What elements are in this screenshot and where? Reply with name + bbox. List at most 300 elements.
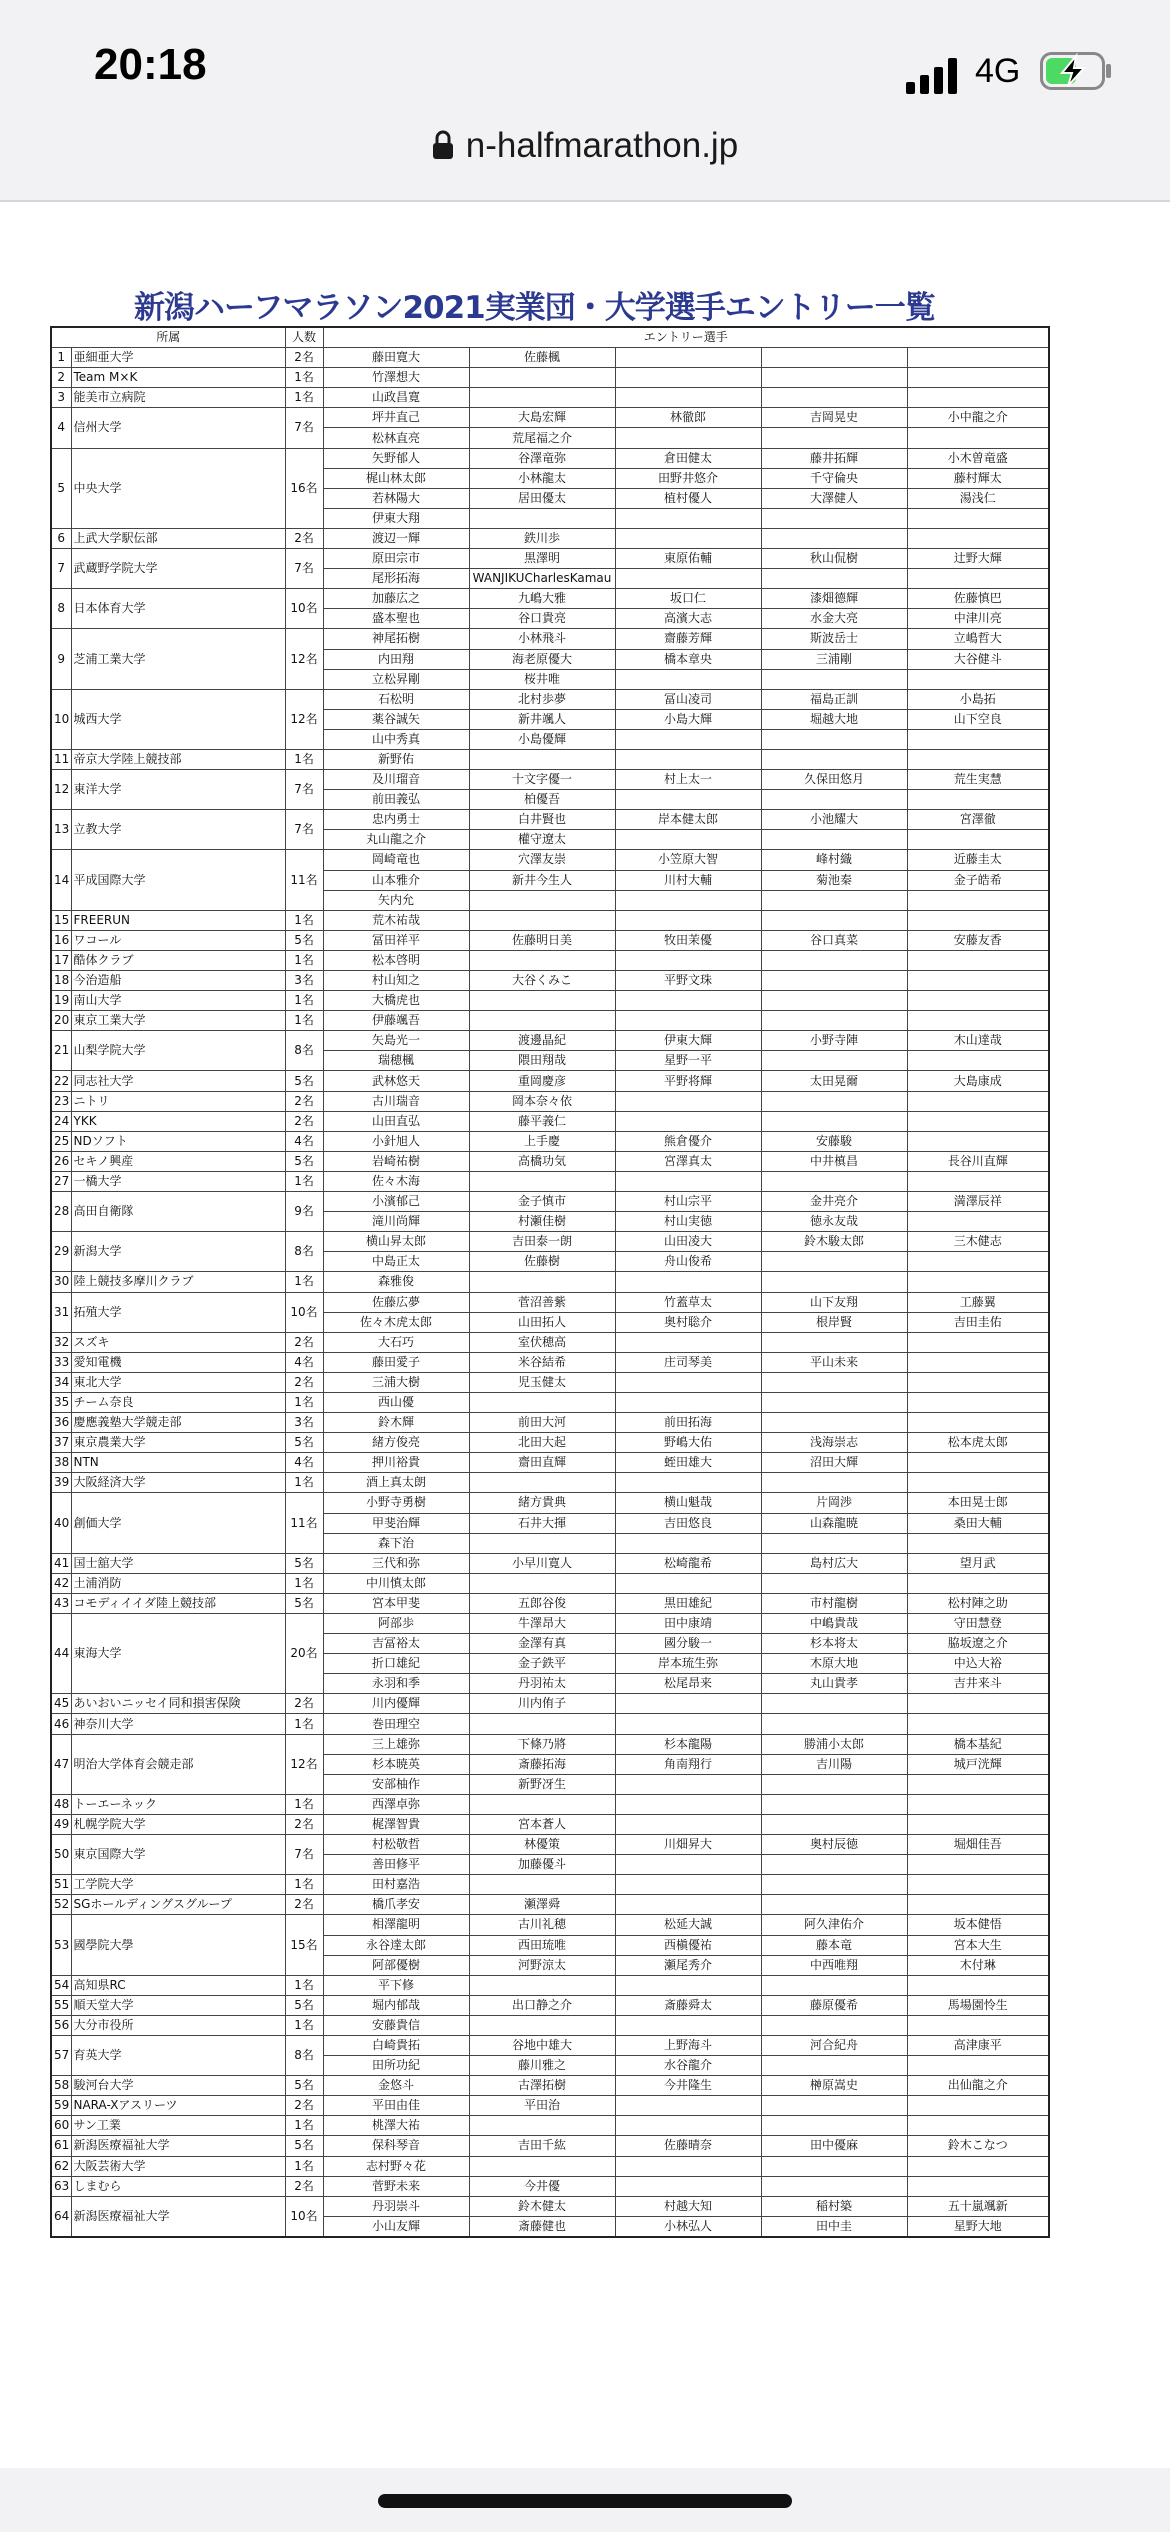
team-name: 能美市立病院 — [71, 388, 285, 408]
team-name: 東京国際大学 — [71, 1835, 285, 1875]
athlete-name: 前田拓海 — [615, 1413, 761, 1433]
athlete-name — [469, 2015, 615, 2035]
athlete-name: 佐藤樹 — [469, 1252, 615, 1272]
athlete-name: 三上雄弥 — [323, 1734, 469, 1754]
athlete-name: 鈴木健太 — [469, 2196, 615, 2216]
athlete-name: 植村優人 — [615, 488, 761, 508]
athlete-name — [907, 1975, 1049, 1995]
athlete-name — [907, 991, 1049, 1011]
team-name: 武蔵野学院大学 — [71, 549, 285, 589]
team-name: 新潟大学 — [71, 1232, 285, 1272]
team-count: 5名 — [285, 1433, 323, 1453]
team-number: 49 — [51, 1814, 71, 1834]
team-number: 17 — [51, 950, 71, 970]
athlete-name — [907, 1051, 1049, 1071]
athlete-name — [761, 1714, 907, 1734]
athlete-name: 瀬尾秀介 — [615, 1955, 761, 1975]
table-row — [51, 1433, 1049, 1453]
table-row — [51, 528, 1049, 548]
team-number: 31 — [51, 1292, 71, 1332]
athlete-name — [761, 1975, 907, 1995]
athlete-name — [907, 1875, 1049, 1895]
athlete-name: 竹蓋草太 — [615, 1292, 761, 1312]
table-row — [51, 368, 1049, 388]
athlete-name — [907, 2116, 1049, 2136]
athlete-name: 大澤健人 — [761, 488, 907, 508]
athlete-name — [615, 2156, 761, 2176]
team-number: 29 — [51, 1232, 71, 1272]
athlete-name: 杉本暁英 — [323, 1754, 469, 1774]
athlete-name — [907, 1372, 1049, 1392]
athlete-name — [907, 508, 1049, 528]
table-row — [51, 1171, 1049, 1191]
team-number: 28 — [51, 1192, 71, 1232]
athlete-name: 松延大誠 — [615, 1915, 761, 1935]
table-row — [51, 2015, 1049, 2035]
athlete-name — [761, 1332, 907, 1352]
athlete-name — [615, 729, 761, 749]
athlete-name: 金子皓希 — [907, 870, 1049, 890]
team-count: 5名 — [285, 1151, 323, 1171]
athlete-name: 三浦剛 — [761, 649, 907, 669]
athlete-name — [907, 1171, 1049, 1191]
athlete-name: 黒田雄紀 — [615, 1593, 761, 1613]
athlete-name — [469, 1272, 615, 1292]
athlete-name: 脇坂遼之介 — [907, 1634, 1049, 1654]
table-row — [51, 1573, 1049, 1593]
athlete-name — [469, 388, 615, 408]
athlete-name: 桃澤大祐 — [323, 2116, 469, 2136]
team-name: YKK — [71, 1111, 285, 1131]
athlete-name: 斯波岳士 — [761, 629, 907, 649]
athlete-name: 原田宗市 — [323, 549, 469, 569]
athlete-name — [761, 991, 907, 1011]
athlete-name: 九嶋大雅 — [469, 589, 615, 609]
athlete-name: 佐々木海 — [323, 1171, 469, 1191]
team-count: 2名 — [285, 2176, 323, 2196]
athlete-name — [615, 2096, 761, 2116]
athlete-name: 小早川寛人 — [469, 1553, 615, 1573]
team-count: 5名 — [285, 2076, 323, 2096]
athlete-name: 中込大裕 — [907, 1654, 1049, 1674]
athlete-name: 巻田理空 — [323, 1714, 469, 1734]
team-number: 24 — [51, 1111, 71, 1131]
athlete-name: 川内侑子 — [469, 1694, 615, 1714]
athlete-name: 小濱郁己 — [323, 1192, 469, 1212]
team-count: 4名 — [285, 1131, 323, 1151]
team-number: 2 — [51, 368, 71, 388]
athlete-name — [615, 890, 761, 910]
team-count: 5名 — [285, 930, 323, 950]
athlete-name: 古川礼穂 — [469, 1915, 615, 1935]
athlete-name — [761, 1533, 907, 1553]
athlete-name: 今井優 — [469, 2176, 615, 2196]
athlete-name: 大島宏輝 — [469, 408, 615, 428]
team-number: 51 — [51, 1875, 71, 1895]
athlete-name: 菅沼善紫 — [469, 1292, 615, 1312]
athlete-name — [469, 910, 615, 930]
team-count: 1名 — [285, 950, 323, 970]
athlete-name: 新井颯人 — [469, 709, 615, 729]
table-row — [51, 1392, 1049, 1412]
team-number: 23 — [51, 1091, 71, 1111]
athlete-name — [907, 1352, 1049, 1372]
table-row — [51, 1192, 1049, 1212]
team-count: 10名 — [285, 1292, 323, 1332]
table-row — [51, 1895, 1049, 1915]
athlete-name: 白井賢也 — [469, 810, 615, 830]
team-number: 55 — [51, 1995, 71, 2015]
team-count: 8名 — [285, 2035, 323, 2075]
athlete-name: 權守遼太 — [469, 830, 615, 850]
team-name: 亜細亜大学 — [71, 348, 285, 368]
athlete-name — [615, 1332, 761, 1352]
team-name: 帝京大学陸上競技部 — [71, 749, 285, 769]
athlete-name: 梶山林太郎 — [323, 468, 469, 488]
team-name: 神奈川大学 — [71, 1714, 285, 1734]
table-row — [51, 448, 1049, 468]
athlete-name — [761, 950, 907, 970]
athlete-name: 吉川陽 — [761, 1754, 907, 1774]
athlete-name — [615, 790, 761, 810]
athlete-name: 藤村輝太 — [907, 468, 1049, 488]
athlete-name: 森下治 — [323, 1533, 469, 1553]
athlete-name — [761, 1171, 907, 1191]
athlete-name: 河野涼太 — [469, 1955, 615, 1975]
athlete-name: 押川裕貴 — [323, 1453, 469, 1473]
team-name: 大阪経済大学 — [71, 1473, 285, 1493]
athlete-name — [615, 1774, 761, 1794]
team-number: 43 — [51, 1593, 71, 1613]
athlete-name: 菅野未来 — [323, 2176, 469, 2196]
team-number: 47 — [51, 1734, 71, 1794]
team-name: 今治造船 — [71, 971, 285, 991]
athlete-name: 松林直亮 — [323, 428, 469, 448]
athlete-name: 重岡慶彦 — [469, 1071, 615, 1091]
athlete-name — [615, 569, 761, 589]
athlete-name: 水金大亮 — [761, 609, 907, 629]
athlete-name: 鈴木こなつ — [907, 2136, 1049, 2156]
team-number: 18 — [51, 971, 71, 991]
athlete-name: 谷澤竜弥 — [469, 448, 615, 468]
athlete-name — [907, 790, 1049, 810]
athlete-name: 阿久津佑介 — [761, 1915, 907, 1935]
team-name: トーエーネック — [71, 1794, 285, 1814]
athlete-name: 小中龍之介 — [907, 408, 1049, 428]
team-count: 15名 — [285, 1915, 323, 1975]
table-row — [51, 2196, 1049, 2216]
team-name: 慶應義塾大学競走部 — [71, 1413, 285, 1433]
athlete-name — [907, 2176, 1049, 2196]
team-name: 育英大学 — [71, 2035, 285, 2075]
athlete-name: 藤田寛大 — [323, 348, 469, 368]
athlete-name: 松本虎太郎 — [907, 1433, 1049, 1453]
athlete-name: 小木曽竜盛 — [907, 448, 1049, 468]
team-number: 25 — [51, 1131, 71, 1151]
athlete-name — [907, 388, 1049, 408]
team-number: 48 — [51, 1794, 71, 1814]
athlete-name: 相澤龍明 — [323, 1915, 469, 1935]
athlete-name: 奥村聡介 — [615, 1312, 761, 1332]
athlete-name — [907, 1855, 1049, 1875]
athlete-name: 川畑昇大 — [615, 1835, 761, 1855]
table-row — [51, 1995, 1049, 2015]
athlete-name: 木山達哉 — [907, 1031, 1049, 1051]
athlete-name — [615, 428, 761, 448]
athlete-name: 工藤翼 — [907, 1292, 1049, 1312]
team-count: 1名 — [285, 1473, 323, 1493]
table-row — [51, 2076, 1049, 2096]
athlete-name: 金澤有真 — [469, 1634, 615, 1654]
athlete-name: 藤田愛子 — [323, 1352, 469, 1372]
athlete-name: 平田治 — [469, 2096, 615, 2116]
athlete-name: 児玉健太 — [469, 1372, 615, 1392]
athlete-name: 横山魁哉 — [615, 1493, 761, 1513]
team-number: 35 — [51, 1392, 71, 1412]
athlete-name: 保科琴音 — [323, 2136, 469, 2156]
athlete-name: 小林飛斗 — [469, 629, 615, 649]
table-row — [51, 930, 1049, 950]
athlete-name: 西槇優祐 — [615, 1935, 761, 1955]
athlete-name: 田中優麻 — [761, 2136, 907, 2156]
athlete-name: 村瀬佳樹 — [469, 1212, 615, 1232]
athlete-name — [761, 2056, 907, 2076]
athlete-name: WANJIKUCharlesKamau — [469, 569, 615, 589]
athlete-name — [615, 368, 761, 388]
athlete-name — [615, 2015, 761, 2035]
lock-icon — [432, 130, 454, 160]
athlete-name: 金子鉄平 — [469, 1654, 615, 1674]
athlete-name: 堀畑佳吾 — [907, 1835, 1049, 1855]
team-count: 1名 — [285, 910, 323, 930]
team-name: 信州大学 — [71, 408, 285, 448]
table-row — [51, 1332, 1049, 1352]
table-row — [51, 589, 1049, 609]
athlete-name: 大石巧 — [323, 1332, 469, 1352]
athlete-name — [907, 1252, 1049, 1272]
team-name: 新潟医療福祉大学 — [71, 2196, 285, 2237]
athlete-name: 秋山侃樹 — [761, 549, 907, 569]
team-count: 1名 — [285, 1794, 323, 1814]
athlete-name: 西山優 — [323, 1392, 469, 1412]
athlete-name: 齋田直輝 — [469, 1453, 615, 1473]
athlete-name — [761, 1392, 907, 1412]
team-number: 64 — [51, 2196, 71, 2237]
athlete-name: 岡本奈々依 — [469, 1091, 615, 1111]
athlete-name — [907, 1453, 1049, 1473]
athlete-name: 島村広大 — [761, 1553, 907, 1573]
browser-address-bar[interactable] — [0, 120, 1170, 202]
athlete-name — [761, 1895, 907, 1915]
athlete-name: 齋藤芳輝 — [615, 629, 761, 649]
athlete-name: 出口静之介 — [469, 1995, 615, 2015]
athlete-name: 山政昌寛 — [323, 388, 469, 408]
team-number: 45 — [51, 1694, 71, 1714]
athlete-name: 高濱大志 — [615, 609, 761, 629]
team-number: 54 — [51, 1975, 71, 1995]
athlete-name — [615, 388, 761, 408]
athlete-name — [615, 2176, 761, 2196]
athlete-name: 阿部歩 — [323, 1614, 469, 1634]
header-entries: エントリー選手 — [323, 327, 1049, 348]
athlete-name: 石松明 — [323, 689, 469, 709]
team-count: 5名 — [285, 1553, 323, 1573]
athlete-name: 松村陣之助 — [907, 1593, 1049, 1613]
athlete-name — [615, 669, 761, 689]
athlete-name: 善田修平 — [323, 1855, 469, 1875]
team-count: 7名 — [285, 408, 323, 448]
athlete-name: 奥村辰徳 — [761, 1835, 907, 1855]
athlete-name: 竹澤想大 — [323, 368, 469, 388]
team-number: 30 — [51, 1272, 71, 1292]
table-row — [51, 991, 1049, 1011]
team-number: 46 — [51, 1714, 71, 1734]
entry-table-body — [51, 348, 1049, 2237]
team-number: 20 — [51, 1011, 71, 1031]
athlete-name: 梶澤智貴 — [323, 1814, 469, 1834]
athlete-name: 西田琉唯 — [469, 1935, 615, 1955]
athlete-name — [907, 1212, 1049, 1232]
home-indicator[interactable] — [378, 2494, 792, 2508]
athlete-name — [761, 830, 907, 850]
athlete-name: 河合紀舟 — [761, 2035, 907, 2055]
athlete-name — [469, 1473, 615, 1493]
athlete-name — [469, 950, 615, 970]
table-row — [51, 1694, 1049, 1714]
athlete-name: 丹羽崇斗 — [323, 2196, 469, 2216]
team-number: 58 — [51, 2076, 71, 2096]
table-row — [51, 850, 1049, 870]
athlete-name: 藤本竜 — [761, 1935, 907, 1955]
team-count: 4名 — [285, 1352, 323, 1372]
athlete-name: 馬場園怜生 — [907, 1995, 1049, 2015]
athlete-name — [761, 2176, 907, 2196]
team-count: 3名 — [285, 1413, 323, 1433]
table-row — [51, 408, 1049, 428]
team-name: 札幌学院大学 — [71, 1814, 285, 1834]
athlete-name: 水谷龍介 — [615, 2056, 761, 2076]
athlete-name: 荒木祐哉 — [323, 910, 469, 930]
athlete-name: 藤川雅之 — [469, 2056, 615, 2076]
athlete-name — [907, 1392, 1049, 1412]
athlete-name: 加藤優斗 — [469, 1855, 615, 1875]
team-name: FREERUN — [71, 910, 285, 930]
team-number: 6 — [51, 528, 71, 548]
athlete-name: 及川瑠音 — [323, 770, 469, 790]
team-number: 14 — [51, 850, 71, 910]
athlete-name: 上手慶 — [469, 1131, 615, 1151]
athlete-name: 忠内勇士 — [323, 810, 469, 830]
team-number: 60 — [51, 2116, 71, 2136]
athlete-name: 荒生実慧 — [907, 770, 1049, 790]
team-name: 明治大学体育会競走部 — [71, 1734, 285, 1794]
athlete-name — [761, 910, 907, 930]
athlete-name: 山本雅介 — [323, 870, 469, 890]
athlete-name — [761, 348, 907, 368]
athlete-name: 森雅俊 — [323, 1272, 469, 1292]
athlete-name: 藤原優希 — [761, 1995, 907, 2015]
athlete-name — [907, 428, 1049, 448]
athlete-name: 菊池秦 — [761, 870, 907, 890]
team-number: 32 — [51, 1332, 71, 1352]
athlete-name: 勝浦小太郎 — [761, 1734, 907, 1754]
team-count: 11名 — [285, 850, 323, 910]
athlete-name — [907, 1895, 1049, 1915]
athlete-name: 根岸賢 — [761, 1312, 907, 1332]
athlete-name — [761, 2156, 907, 2176]
athlete-name — [907, 669, 1049, 689]
athlete-name — [761, 1573, 907, 1593]
team-count: 12名 — [285, 689, 323, 749]
team-name: 酷体クラブ — [71, 950, 285, 970]
team-count: 12名 — [285, 629, 323, 689]
table-row — [51, 388, 1049, 408]
team-number: 11 — [51, 749, 71, 769]
team-count: 1名 — [285, 749, 323, 769]
url-text: n-halfmarathon.jp — [465, 126, 739, 165]
athlete-name: 上野海斗 — [615, 2035, 761, 2055]
team-name: 國學院大學 — [71, 1915, 285, 1975]
athlete-name: 武林悠天 — [323, 1071, 469, 1091]
athlete-name: 佐藤広夢 — [323, 1292, 469, 1312]
athlete-name: 小針旭人 — [323, 1131, 469, 1151]
athlete-name: 東原佑輔 — [615, 549, 761, 569]
athlete-name: 五郎谷俊 — [469, 1593, 615, 1613]
athlete-name — [761, 2096, 907, 2116]
team-name: 拓殖大学 — [71, 1292, 285, 1332]
athlete-name: 伊東大翔 — [323, 508, 469, 528]
athlete-name: 福島正訓 — [761, 689, 907, 709]
athlete-name: 白崎貴拓 — [323, 2035, 469, 2055]
athlete-name: 小野寺勇樹 — [323, 1493, 469, 1513]
athlete-name — [615, 1091, 761, 1111]
athlete-name — [469, 1533, 615, 1553]
athlete-name — [907, 1272, 1049, 1292]
athlete-name: 前田大河 — [469, 1413, 615, 1433]
table-row — [51, 1734, 1049, 1754]
team-number: 4 — [51, 408, 71, 448]
athlete-name: 岩崎祐樹 — [323, 1151, 469, 1171]
athlete-name: 杉本龍陽 — [615, 1734, 761, 1754]
athlete-name: 舟山俊希 — [615, 1252, 761, 1272]
athlete-name — [907, 1814, 1049, 1834]
athlete-name: 林徹郎 — [615, 408, 761, 428]
team-number: 5 — [51, 448, 71, 528]
athlete-name: 十文字優一 — [469, 770, 615, 790]
table-row — [51, 910, 1049, 930]
team-count: 5名 — [285, 1593, 323, 1613]
athlete-name — [615, 950, 761, 970]
team-count: 1名 — [285, 2156, 323, 2176]
team-number: 53 — [51, 1915, 71, 1975]
athlete-name: 谷口真菜 — [761, 930, 907, 950]
table-row — [51, 1352, 1049, 1372]
athlete-name: 金悠斗 — [323, 2076, 469, 2096]
team-name: 一橋大学 — [71, 1171, 285, 1191]
team-count: 2名 — [285, 1895, 323, 1915]
team-number: 61 — [51, 2136, 71, 2156]
athlete-name — [761, 1252, 907, 1272]
header-team: 所属 — [51, 327, 285, 348]
table-row — [51, 2035, 1049, 2055]
athlete-name: 山下友翔 — [761, 1292, 907, 1312]
athlete-name — [761, 1875, 907, 1895]
team-number: 13 — [51, 810, 71, 850]
team-number: 52 — [51, 1895, 71, 1915]
athlete-name — [907, 890, 1049, 910]
athlete-name: 久保田悠月 — [761, 770, 907, 790]
team-count: 20名 — [285, 1614, 323, 1694]
